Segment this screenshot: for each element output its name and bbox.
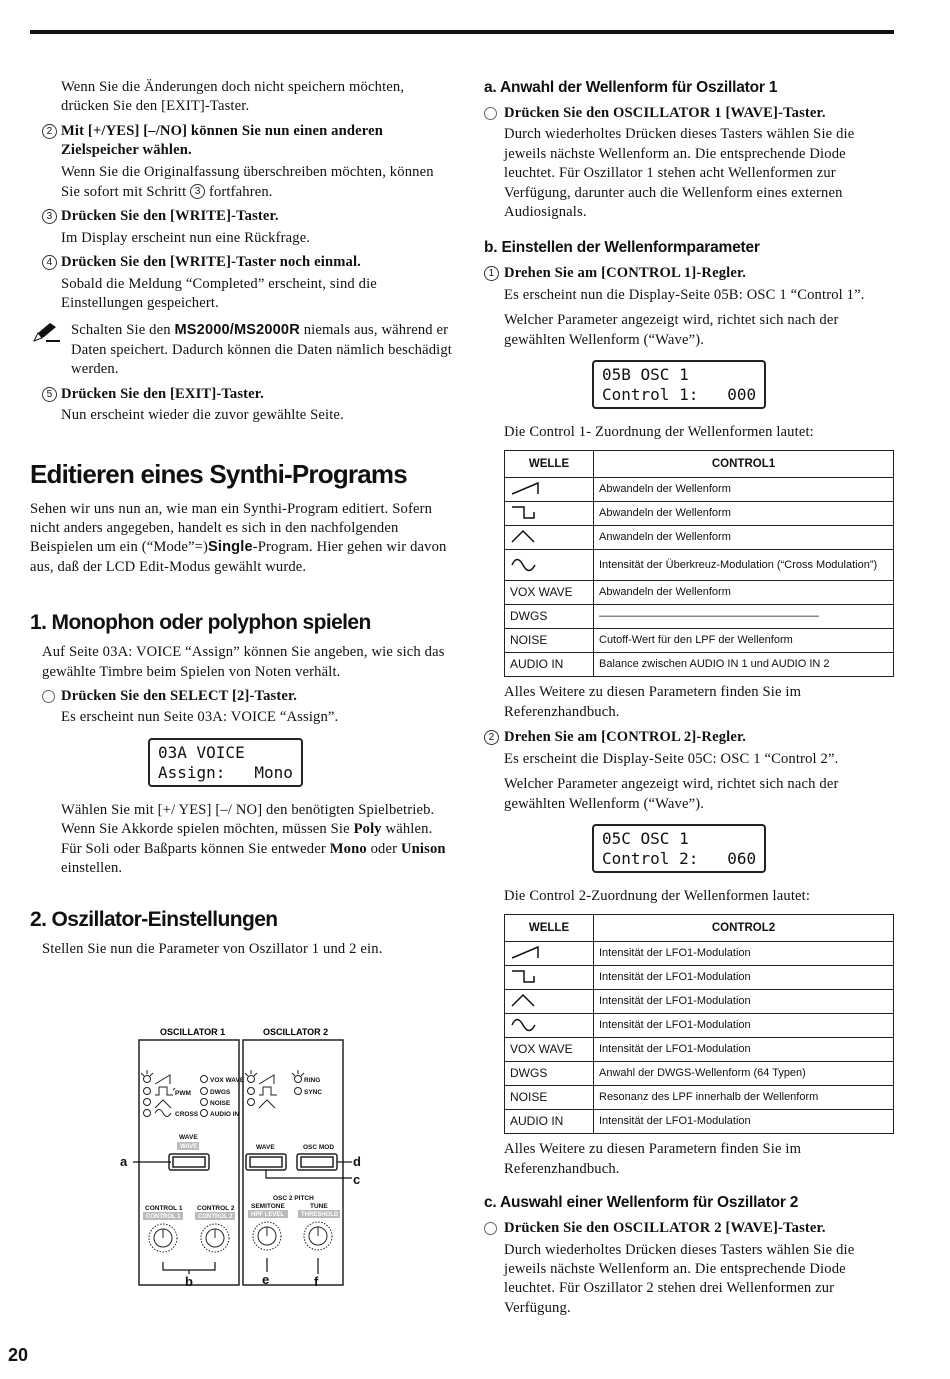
control1-table [504, 450, 894, 677]
panel-sublabel-wave: WAVE [180, 1144, 198, 1150]
table-cell: DWGS [505, 605, 594, 629]
mono-after-text-1: Wählen Sie mit [+/ YES] [–/ NO] den benötigten Spielbetrieb. [61, 801, 435, 818]
table-cell: VOX WAVE [505, 1038, 594, 1062]
table-cell: VOX WAVE [505, 581, 594, 605]
panel-osc2-title: OSCILLATOR 2 [263, 1027, 329, 1037]
square-wave-icon [505, 966, 594, 990]
table-cell: ———————————————————— [594, 605, 894, 629]
table-row [505, 502, 894, 526]
lcd-line: 03A VOICE [158, 742, 245, 762]
section-heading-edit: Editieren eines Synthi-Programs [30, 458, 407, 489]
table-cell: Intensität der LFO1-Modulation [594, 966, 894, 990]
table-cell: Abwandeln der Wellenform [594, 502, 894, 526]
table-row [505, 1110, 894, 1134]
callout-c: c [353, 1172, 361, 1187]
panel-label-osc-mod: OSC MOD [303, 1144, 335, 1151]
table-cell: Intensität der LFO1-Modulation [594, 1110, 894, 1134]
step-number-icon: 2 [42, 124, 57, 139]
bullet-circle-icon [42, 690, 55, 703]
lcd-line: Control 1: 000 [602, 385, 757, 405]
pencil-warning-icon [32, 321, 62, 343]
table-row [505, 942, 894, 966]
table-cell: Intensität der LFO1-Modulation [594, 990, 894, 1014]
panel-label-sync: SYNC [304, 1089, 323, 1096]
table-header-row [505, 451, 894, 478]
table-row [505, 526, 894, 550]
table1-caption: Die Control 1- Zuordnung der Wellenformen lautet: [504, 424, 814, 441]
panel-osc1-title: OSCILLATOR 1 [160, 1027, 226, 1037]
step-3-text: Im Display erscheint nun eine Rückfrage. [61, 229, 311, 246]
table-cell: Intensität der LFO1-Modulation [594, 942, 894, 966]
saw-wave-icon [505, 478, 594, 502]
mono-intro-text: Auf Seite 03A: VOICE “Assign” können Sie angeben, wie sich das gewählte Timbre beim Spielen von Noten verhält. [42, 644, 445, 680]
table-row [505, 581, 894, 605]
table-cell: Cutoff-Wert für den LPF der Wellenform [594, 629, 894, 653]
table-cell: Balance zwischen AUDIO IN 1 und AUDIO IN 2 [594, 653, 894, 677]
table-cell: AUDIO IN [505, 653, 594, 677]
table-header-cell: WELLE [505, 915, 594, 942]
panel-sublabel-hpf-level: HPF LEVEL [251, 1212, 285, 1218]
panel-sublabel-control2: CONTROL 2 [198, 1214, 233, 1220]
panel-label-audio-in: AUDIO IN [210, 1111, 240, 1118]
heading-wave-select-osc1: a. Anwahl der Wellenform für Oszillator 1 [484, 79, 778, 96]
intro-text: Wenn Sie die Änderungen doch nicht speichern möchten, drücken Sie den [EXIT]-Taster. [61, 79, 405, 115]
table-cell: NOISE [505, 629, 594, 653]
table-cell: Intensität der LFO1-Modulation [594, 1038, 894, 1062]
lcd-display-voice [148, 738, 455, 787]
table-row [505, 1086, 894, 1110]
step-3-title: 3 Drücken Sie den [WRITE]-Taster. [30, 207, 455, 226]
table-header-row [505, 915, 894, 942]
table-cell: Intensität der LFO1-Modulation [594, 1014, 894, 1038]
lcd-display-control2 [592, 824, 896, 873]
lcd-line: 05C OSC 1 [602, 828, 689, 848]
left-column [30, 78, 455, 960]
section-heading-mono: 1. Monophon oder polyphon spielen [30, 611, 371, 635]
table-cell: AUDIO IN [505, 1110, 594, 1134]
panel-label-osc2-pitch: OSC 2 PITCH [273, 1195, 314, 1202]
step-2-text: Wenn Sie die Originalfassung überschreiben möchten, können Sie sofort mit Schritt 3 fortfahren. [61, 163, 434, 201]
triangle-wave-icon [505, 526, 594, 550]
table-row [505, 1014, 894, 1038]
step-5-title: 5 Drücken Sie den [EXIT]-Taster. [30, 385, 455, 404]
table-row [505, 990, 894, 1014]
mono-after-text-2: Wenn Sie Akkorde spielen möchten, müssen Sie Poly wählen. Für Soli oder Baßparts können Sie entweder Mono oder Unison einstellen. [61, 821, 446, 876]
square-wave-icon [505, 502, 594, 526]
table-cell: DWGS [505, 1062, 594, 1086]
table-header-cell: CONTROL2 [594, 915, 894, 942]
lcd-line: Assign: Mono [158, 762, 293, 782]
lcd-line: Control 2: 060 [602, 848, 757, 868]
panel-sublabel-control1: CONTROL 1 [146, 1214, 181, 1220]
panel-label-ring: RING [304, 1077, 321, 1084]
bullet-circle-icon [484, 107, 497, 120]
osc-intro-text: Stellen Sie nun die Parameter von Oszillator 1 und 2 ein. [42, 941, 383, 958]
top-rule [30, 30, 894, 34]
sine-wave-icon [505, 1014, 594, 1038]
b-step-1-title: 1 Drehen Sie am [CONTROL 1]-Regler. [484, 264, 896, 283]
table-cell: Intensität der Überkreuz-Modulation (“Cross Modulation”) [594, 550, 894, 581]
page-number: 20 [8, 1345, 29, 1365]
table-row [505, 478, 894, 502]
table-row [505, 1038, 894, 1062]
table-row [505, 550, 894, 581]
panel-label-control2: CONTROL 2 [197, 1205, 235, 1212]
panel-label-pwm: PWM [175, 1090, 191, 1097]
panel-label-noise: NOISE [210, 1100, 231, 1107]
step-number-icon: 3 [42, 209, 57, 224]
table-header-cell: WELLE [505, 451, 594, 478]
step-5-text: Nun erscheint wieder die zuvor gewählte Seite. [61, 407, 344, 424]
table-cell: Abwandeln der Wellenform [594, 581, 894, 605]
table-row [505, 605, 894, 629]
c-step-text: Durch wiederholtes Drücken dieses Tasters wählen Sie die jeweils nächste Wellenform an. Die entsprechende Diode leuchtet. Für Oszillator 2 stehen drei Wellenformen zur Verfügung. [504, 1241, 855, 1316]
step-4-text: Sobald die Meldung “Completed” erscheint, sind die Einstellungen gespeichert. [61, 275, 377, 312]
panel-label-dwgs: DWGS [210, 1089, 231, 1096]
lcd-line: 05B OSC 1 [602, 365, 689, 385]
a-step-title: Drücken Sie den OSCILLATOR 1 [WAVE]-Taster. [484, 104, 896, 123]
panel-sublabel-threshold: THRESHOLD [301, 1212, 339, 1218]
table-cell: Anwandeln der Wellenform [594, 526, 894, 550]
lcd-display-control1 [592, 360, 896, 409]
warning-note: Schalten Sie den MS2000/MS2000R niemals aus, während er Daten speichert. Dadurch können die Daten nämlich beschädigt werden. [30, 321, 455, 379]
triangle-wave-icon [505, 990, 594, 1014]
sine-wave-icon [505, 550, 594, 581]
oscillator-panel-diagram [115, 1022, 375, 1292]
step-number-icon: 5 [42, 387, 57, 402]
mono-step-text: Es erscheint nun Seite 03A: VOICE “Assign”. [61, 709, 339, 726]
table-cell: Abwandeln der Wellenform [594, 478, 894, 502]
a-step-text: Durch wiederholtes Drücken dieses Tasters wählen Sie die jeweils nächste Wellenform an. Die entsprechende Diode leuchtet. Für Oszillator 1 stehen acht Wellenformen zur Verfügung, darunter auch die Wellenform eines externen Audiosignals. [504, 126, 855, 221]
b-step-1-text-2: Welcher Parameter angezeigt wird, richtet sich nach der gewählten Wellenform (“Wave”). [504, 312, 839, 348]
panel-label-cross: CROSS [175, 1111, 199, 1118]
panel-label-control1: CONTROL 1 [145, 1205, 183, 1212]
c-step-title: Drücken Sie den OSCILLATOR 2 [WAVE]-Taster. [484, 1219, 896, 1238]
step-number-icon: 2 [484, 730, 499, 745]
b-step-2-title: 2 Drehen Sie am [CONTROL 2]-Regler. [484, 728, 896, 747]
table-cell: NOISE [505, 1086, 594, 1110]
panel-label-tune: TUNE [310, 1203, 328, 1210]
table-cell: Resonanz des LPF innerhalb der Wellenform [594, 1086, 894, 1110]
table-header-cell: CONTROL1 [594, 451, 894, 478]
panel-label-vox-wave: VOX WAVE [210, 1077, 245, 1084]
table-row [505, 1062, 894, 1086]
step-number-icon: 4 [42, 255, 57, 270]
mono-step-title: Drücken Sie den SELECT [2]-Taster. [30, 687, 455, 706]
callout-e: e [262, 1272, 270, 1287]
edit-intro-text: Sehen wir uns nun an, wie man ein Synthi-Program editiert. Sofern nicht anders angegeben, handelt es sich in den nachfolgenden Beispielen um ein (“Mode”=)Single-Program. Hier gehen wir davon aus, daß der LCD Edit-Modus gewählt wurde. [30, 500, 447, 575]
b-step-2-text-2: Welcher Parameter angezeigt wird, richtet sich nach der gewählten Wellenform (“Wave”). [504, 776, 839, 812]
callout-f: f [314, 1274, 319, 1289]
control2-table [504, 914, 894, 1134]
step-number-icon: 1 [484, 266, 499, 281]
after-table2-text: Alles Weitere zu diesen Parametern finden Sie im Referenzhandbuch. [504, 1141, 802, 1177]
step-2-title: 2 Mit [+/YES] [–/NO] können Sie nun einen anderen Zielspeicher wählen. [30, 122, 455, 161]
panel-label-semitone: SEMITONE [251, 1203, 285, 1210]
table-cell: Anwahl der DWGS-Wellenform (64 Typen) [594, 1062, 894, 1086]
panel-label-wave1: WAVE [179, 1134, 198, 1141]
callout-d: d [353, 1154, 361, 1169]
section-heading-osc: 2. Oszillator-Einstellungen [30, 908, 278, 932]
table2-caption: Die Control 2-Zuordnung der Wellenformen lautet: [504, 887, 811, 904]
saw-wave-icon [505, 942, 594, 966]
heading-wave-select-osc2: c. Auswahl einer Wellenform für Oszillator 2 [484, 1194, 799, 1212]
b-step-2-text: Es erscheint die Display-Seite 05C: OSC 1 “Control 2”. [504, 750, 839, 767]
table-row [505, 629, 894, 653]
bullet-circle-icon [484, 1222, 497, 1235]
table-row [505, 966, 894, 990]
callout-b: b [185, 1274, 193, 1289]
panel-label-wave2: WAVE [256, 1144, 275, 1151]
after-table1-text: Alles Weitere zu diesen Parametern finden Sie im Referenzhandbuch. [504, 684, 802, 720]
step-4-title: 4 Drücken Sie den [WRITE]-Taster noch einmal. [30, 253, 455, 272]
heading-wave-params: b. Einstellen der Wellenformparameter [484, 239, 760, 257]
right-column [484, 78, 896, 1318]
b-step-1-text: Es erscheint nun die Display-Seite 05B: OSC 1 “Control 1”. [504, 286, 865, 303]
table-row [505, 653, 894, 677]
callout-a: a [120, 1154, 128, 1169]
